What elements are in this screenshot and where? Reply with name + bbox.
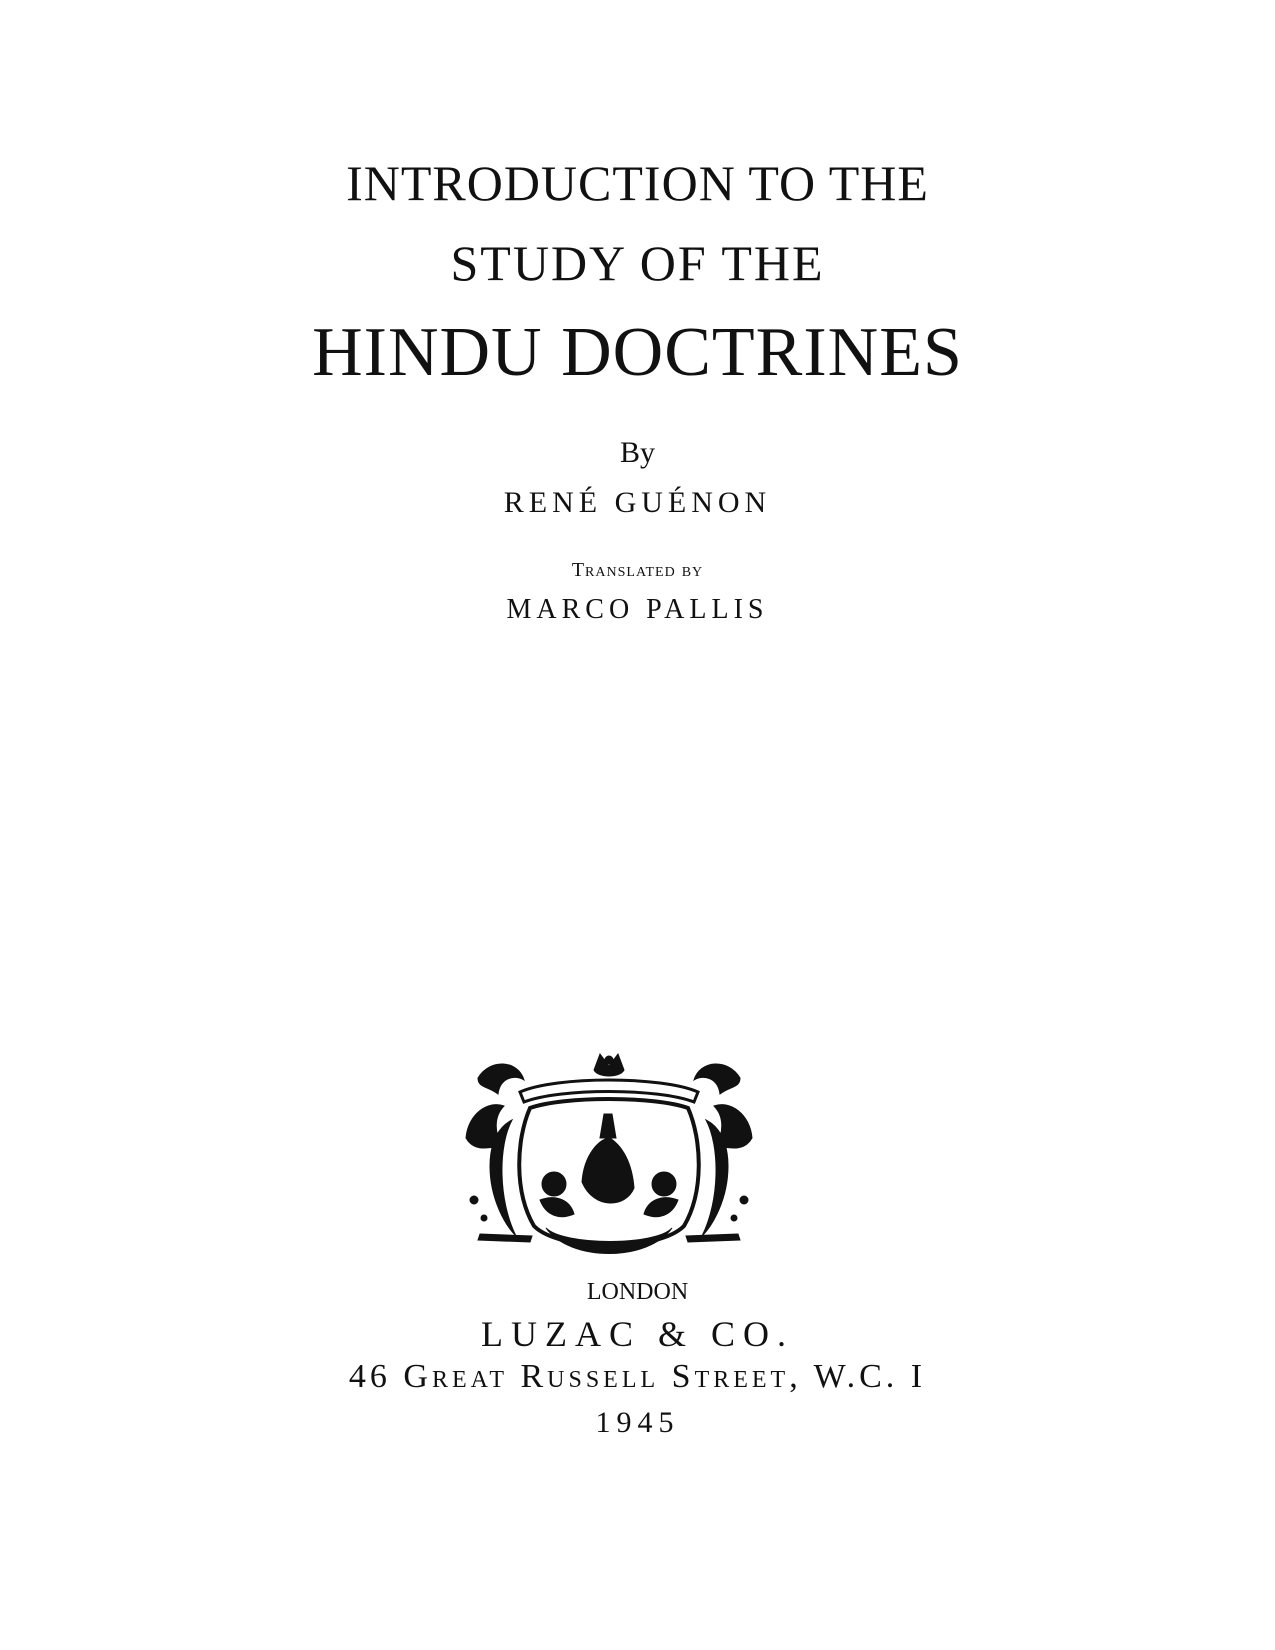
by-label: By [619, 436, 655, 469]
imprint-city: LONDON [586, 1279, 689, 1305]
publisher-device-icon [460, 1050, 758, 1264]
publisher-address: 46 Great Russell Street, W.C. I [348, 1358, 927, 1395]
title-line-1: INTRODUCTION TO THE [346, 155, 929, 211]
translator-name: MARCO PALLIS [506, 594, 769, 625]
title-line-2: STUDY OF THE [450, 235, 825, 291]
title-line-3: HINDU DOCTRINES [312, 314, 963, 391]
author-name: RENÉ GUÉNON [503, 486, 772, 519]
publisher-name: LUZAC & CO. [481, 1314, 794, 1354]
translated-by-label: Translated by [571, 559, 704, 581]
publication-year: 1945 [595, 1406, 680, 1439]
